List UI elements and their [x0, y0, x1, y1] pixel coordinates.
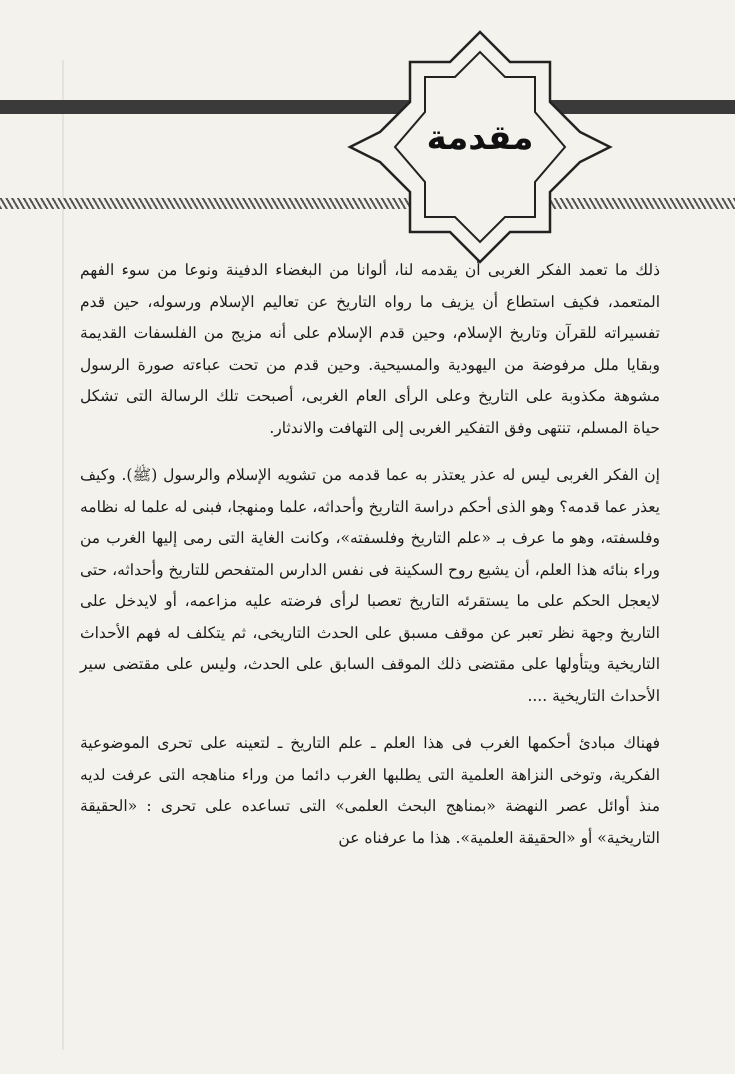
paragraph-1: ذلك ما تعمد الفكر الغربى أن يقدمه لنا، ألوانا من البغضاء الدفينة ونوعا من سوء الفهم المتعمد، فكيف استطاع أن يزيف ما رواه التاريخ عن تعاليم الإسلام ورسوله، حين قدم تفسيراته للقرآن وتاريخ الإسلام، وحين قدم الإسلام على أنه مزيج من الفلسفات القديمة وبقايا ملل مرفوضة من اليهودية والمسيحية. وحين قدم من تحت عباءته صورة الرسول مشوهة مكذوبة على التاريخ وعلى الرأى العام الغربى، أصبحت تلك الرسالة التى تشكل حياة المسلم، تنتهى وفق التفكير الغربى إلى التهافت والاندثار.	[80, 261, 660, 437]
paragraph-2: إن الفكر الغربى ليس له عذر يعتذر به عما قدمه من تشويه الإسلام والرسول (ﷺ). وكيف يعذر عما قدمه؟ وهو الذى أحكم دراسة التاريخ وأحداثه، علما ومنهجا، فبنى له علما له نظامه وفلسفته، وهو ما عرف بـ «علم التاريخ وفلسفته»، وكانت الغاية التى رمى إليها الغرب من وراء بنائه هذا العلم، أن يشيع روح السكينة فى نفس الدارس المتفحص للتاريخ وأحداثه، حتى لايعجل الحكم على ما يستقرئه التاريخ تعصبا لرأى فرضته عليه مزاعمه، أو لايدخل على التاريخ وجهة نظر تعبر عن موقف مسبق على الحدث التاريخى، ثم يتكلف له فهم الأحداث التاريخية ويتأولها على مقتضى ذلك الموقف السابق على الحدث، وليس على مقتضى سير الأحداث التاريخية ....	[80, 466, 660, 705]
page-title: مقدمة	[426, 118, 534, 158]
body-text	[80, 255, 660, 870]
paragraph-3: فهناك مبادئ أحكمها الغرب فى هذا العلم ـ علم التاريخ ـ لتعينه على تحرى الموضوعية الفكرية، وتوخى النزاهة العلمية التى يطلبها الغرب دائما من وراء مناهجه التى عرفت لديه منذ أوائل عصر النهضة «بمناهج البحث العلمى» التى تساعده على تحرى : «الحقيقة التاريخية» أو «الحقيقة العلمية». هذا ما عرفناه عن	[80, 734, 660, 847]
